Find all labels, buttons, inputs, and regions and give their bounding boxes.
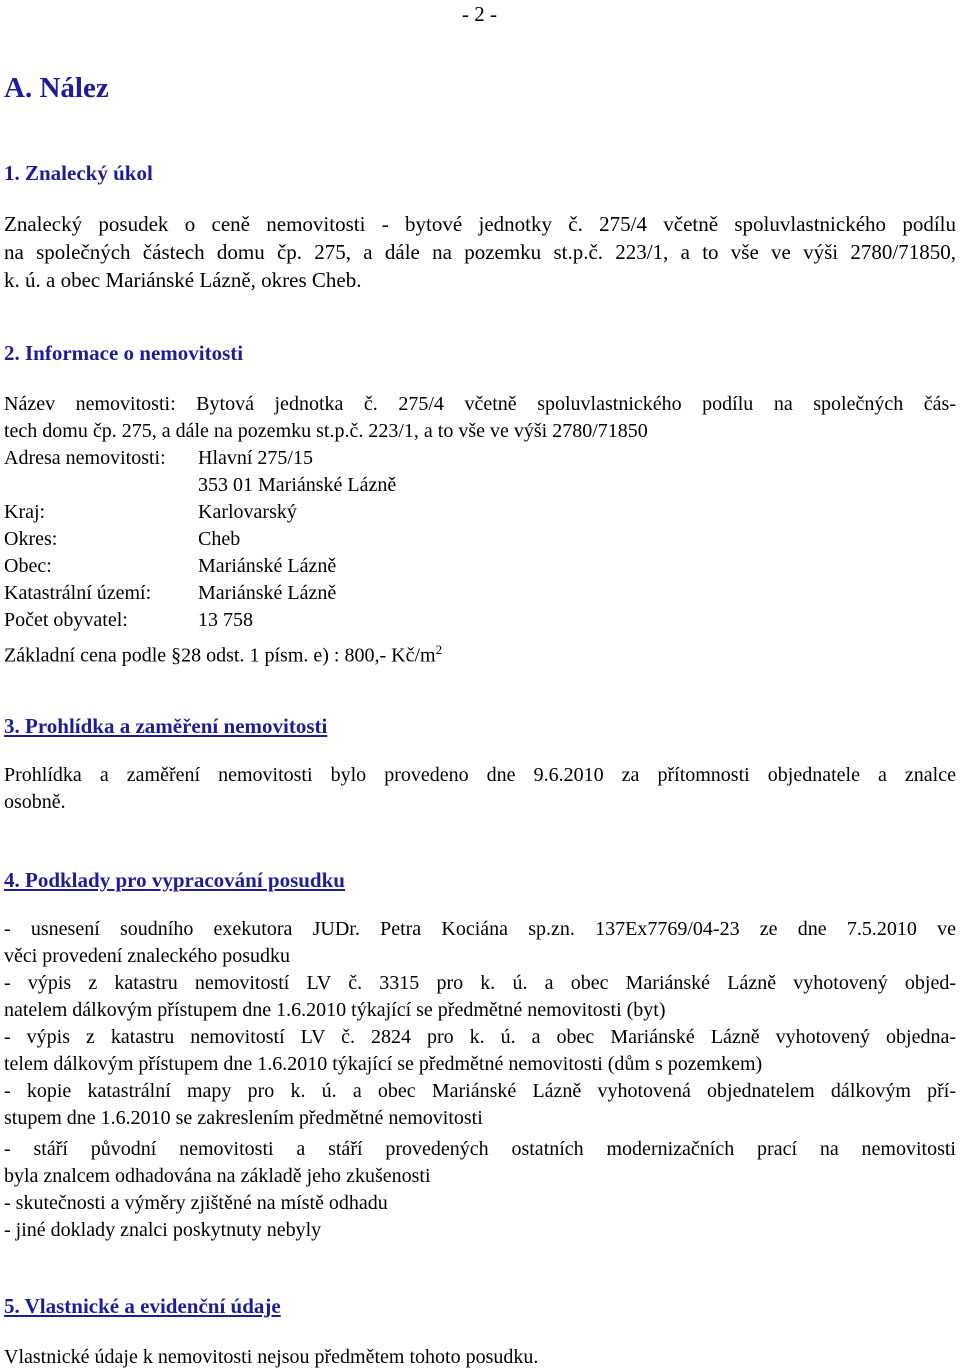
property-name-line-2: tech domu čp. 275, a dále na pozemku st.p.č. 223/1, a to vše ve výši 2780/71850: [4, 420, 648, 442]
s4-line-8: stupem dne 1.6.2010 se zakreslením předmětné nemovitosti: [4, 1107, 483, 1129]
page-number: - 2 -: [462, 2, 497, 26]
address-label: Adresa nemovitosti:: [4, 447, 166, 469]
s4-line-9: - stáří původní nemovitosti a stáří provedených ostatních modernizačních prací na nemovitosti: [4, 1138, 956, 1160]
kraj-value: Karlovarský: [198, 501, 297, 523]
base-price: [4, 636, 442, 670]
address-line-2: 353 01 Mariánské Lázně: [198, 474, 397, 496]
property-name-line-1: Název nemovitosti: Bytová jednotka č. 275/4 včetně spoluvlastnického podílu na společných čás-: [4, 393, 956, 415]
s4-line-3: - výpis z katastru nemovitostí LV č. 3315 pro k. ú. a obec Mariánské Lázně vyhotovený objed-: [4, 972, 956, 994]
section-4-heading: 4. Podklady pro vypracování posudku: [4, 868, 345, 892]
s5-text: Vlastnické údaje k nemovitosti nejsou předmětem tohoto posudku.: [4, 1346, 539, 1368]
okres-label: Okres:: [4, 528, 58, 550]
s4-line-2: věci provedení znaleckého posudku: [4, 945, 291, 967]
cadastral-area-label: Katastrální území:: [4, 582, 152, 604]
section-title: A. Nález: [4, 72, 109, 104]
s3-line-1: Prohlídka a zaměření nemovitosti bylo provedeno dne 9.6.2010 za přítomnosti objednatele a znalce: [4, 764, 956, 786]
s4-line-12: - jiné doklady znalci poskytnuty nebyly: [4, 1219, 322, 1241]
section-2-heading: 2. Informace o nemovitosti: [4, 341, 244, 365]
obec-value: Mariánské Lázně: [198, 555, 337, 577]
obec-label: Obec:: [4, 555, 52, 577]
s4-line-7: - kopie katastrální mapy pro k. ú. a obec Mariánské Lázně vyhotovená objednatelem dálkovým pří-: [4, 1080, 956, 1102]
s4-line-6: telem dálkovým přístupem dne 1.6.2010 týkající se předmětné nemovitosti (dům s pozemkem): [4, 1053, 763, 1075]
s4-line-11: - skutečnosti a výměry zjištěné na místě odhadu: [4, 1192, 388, 1214]
s4-line-5: - výpis z katastru nemovitostí LV č. 2824 pro k. ú. a obec Mariánské Lázně vyhotovený objedna-: [4, 1026, 956, 1048]
section-5-heading: 5. Vlastnické a evidenční údaje: [4, 1294, 281, 1318]
cadastral-area-value: Mariánské Lázně: [198, 582, 337, 604]
base-price-text: Základní cena podle §28 odst. 1 písm. e) : 800,- Kč/m: [4, 644, 436, 667]
s3-line-2: osobně.: [4, 791, 66, 813]
s4-line-10: byla znalcem odhadována na základě jeho zkušenosti: [4, 1165, 431, 1187]
population-label: Počet obyvatel:: [4, 609, 128, 631]
s4-line-4: natelem dálkovým přístupem dne 1.6.2010 týkající se předmětné nemovitosti (byt): [4, 999, 666, 1021]
s1-line-1: Znalecký posudek o ceně nemovitosti - bytové jednotky č. 275/4 včetně spoluvlastnického podílu: [4, 212, 956, 236]
s1-line-2: na společných částech domu čp. 275, a dále na pozemku st.p.č. 223/1, a to vše ve výši 2780/71850,: [4, 240, 956, 264]
s4-line-1: - usnesení soudního exekutora JUDr. Petra Kociána sp.zn. 137Ex7769/04-23 ze dne 7.5.2010 ve: [4, 918, 956, 940]
section-3-heading: 3. Prohlídka a zaměření nemovitosti: [4, 714, 328, 738]
population-value: 13 758: [198, 609, 253, 631]
address-line-1: Hlavní 275/15: [198, 447, 313, 469]
section-1-heading: 1. Znalecký úkol: [4, 161, 153, 185]
base-price-sup: 2: [435, 642, 443, 657]
s1-line-3: k. ú. a obec Mariánské Lázně, okres Cheb.: [4, 268, 362, 292]
okres-value: Cheb: [198, 528, 241, 550]
kraj-label: Kraj:: [4, 501, 46, 523]
